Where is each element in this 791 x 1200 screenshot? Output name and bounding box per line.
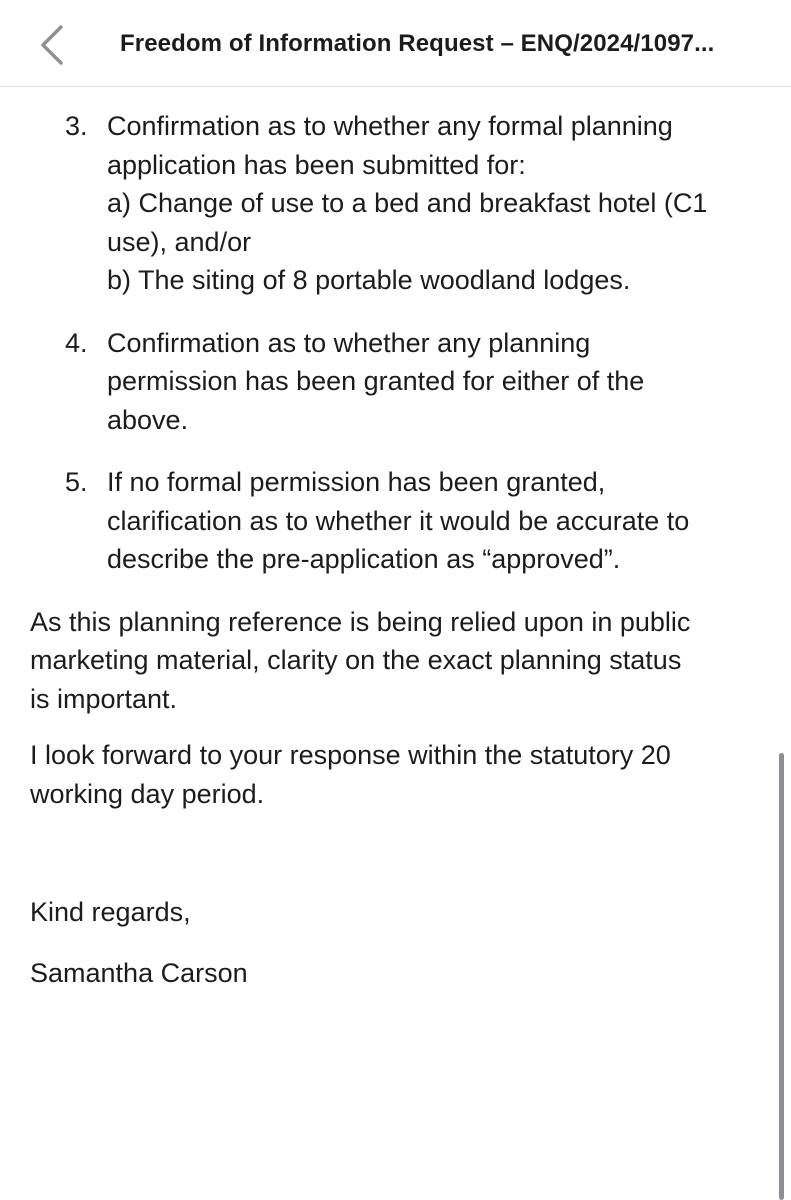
list-number: 5. (65, 467, 88, 497)
chevron-left-icon (40, 25, 64, 65)
sender-name: Samantha Carson (30, 957, 248, 988)
email-body (30, 107, 770, 992)
paragraph-planning-status (30, 603, 770, 719)
list-line: application has been submitted for: (107, 149, 526, 180)
list-line: b) The siting of 8 portable woodland lodges. (107, 265, 631, 295)
list-line: a) Change of use to a bed and breakfast hotel (C1 (107, 188, 708, 218)
list-line: use), and/or (107, 226, 252, 257)
paragraph-line: As this planning reference is being relied upon in public (30, 606, 691, 637)
sign-off: Kind regards, (30, 897, 191, 927)
list-item-5 (30, 463, 770, 579)
list-line: clarification as to whether it would be accurate to (107, 505, 690, 536)
paragraph-line: I look forward to your response within the statutory 20 (30, 740, 671, 770)
vertical-scrollbar[interactable] (779, 753, 784, 1200)
paragraph-response-request (30, 736, 770, 813)
list-line: above. (107, 404, 189, 435)
paragraph-line: is important. (30, 683, 178, 714)
list-line: Confirmation as to whether any planning (107, 327, 591, 358)
list-number: 4. (65, 327, 88, 358)
paragraph-line: marketing material, clarity on the exact planning status (30, 645, 682, 675)
list-item-4 (30, 324, 770, 440)
list-number: 3. (65, 111, 88, 141)
back-button[interactable] (30, 20, 74, 70)
list-line: describe the pre-application as “approved”. (107, 544, 621, 574)
list-line: permission has been granted for either of the (107, 366, 645, 396)
list-item-3 (30, 107, 770, 300)
list-line: Confirmation as to whether any formal planning (107, 111, 673, 141)
nav-header (0, 0, 791, 87)
paragraph-line: working day period. (30, 778, 265, 809)
list-line: If no formal permission has been granted, (107, 467, 606, 497)
email-subject-title: Freedom of Information Request – ENQ/2024/1097... (120, 30, 715, 57)
